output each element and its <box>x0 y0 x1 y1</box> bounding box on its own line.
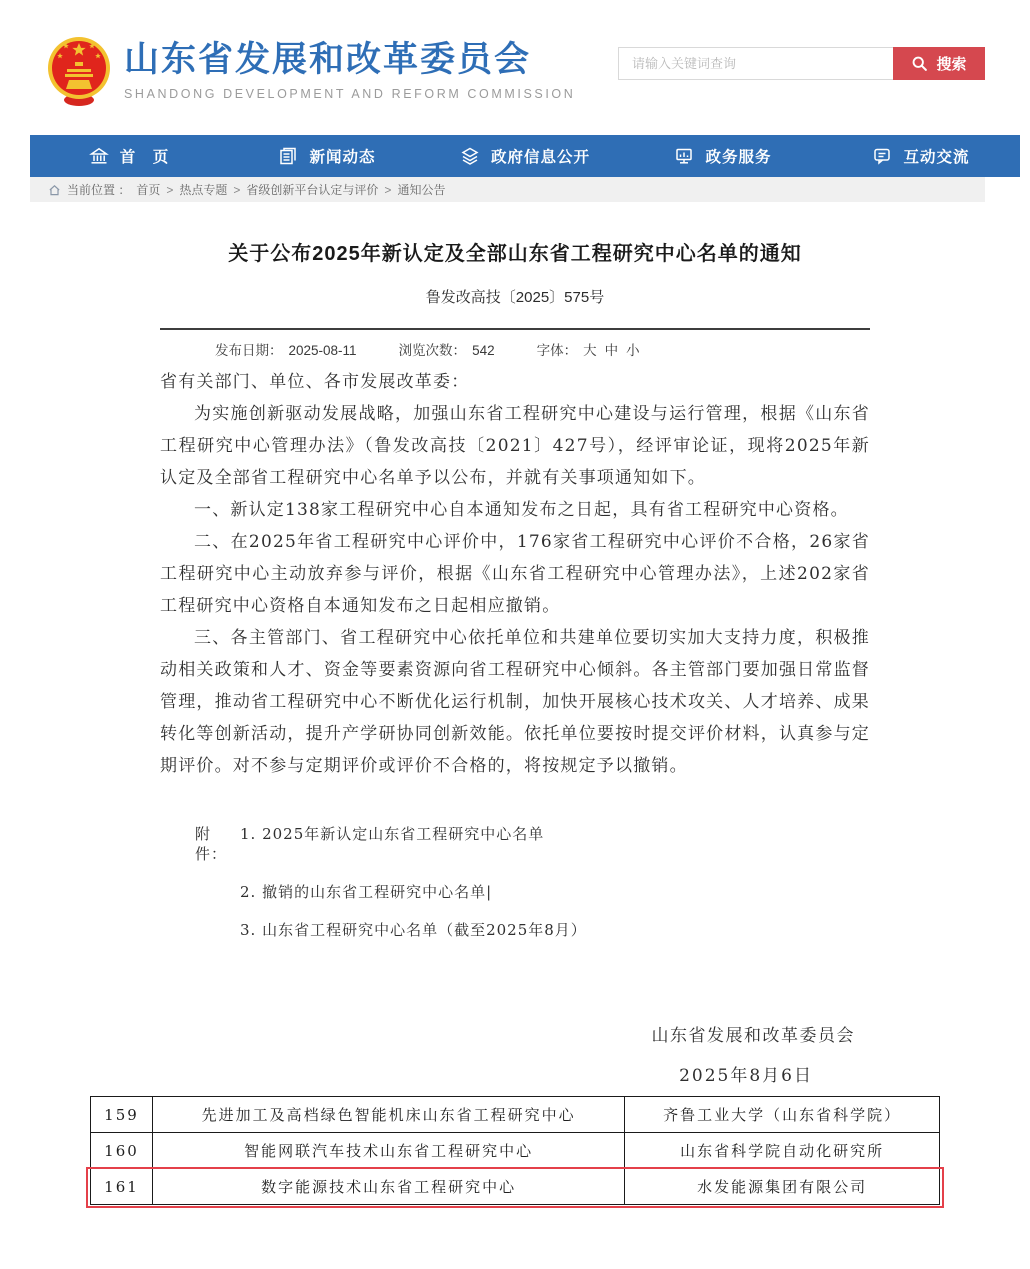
signature-organization: 山东省发展和改革委员会 <box>651 1026 855 1046</box>
salutation: 省有关部门、单位、各市发展改革委： <box>160 372 470 392</box>
national-emblem-icon <box>46 34 112 108</box>
font-size-label: 字体： <box>536 343 578 358</box>
attachment-link-2[interactable]: 2. 撤销的山东省工程研究中心名单| <box>240 883 493 901</box>
views-value: 542 <box>472 343 495 358</box>
breadcrumb-separator: > <box>233 182 241 197</box>
breadcrumb-separator: > <box>166 182 174 197</box>
table-row-highlighted <box>91 1169 940 1205</box>
paragraph: 为实施创新驱动发展战略，加强山东省工程研究中心建设与运行管理，根据《山东省工程研究中心管理办法》（鲁发改高技〔2021〕427号），经评审论证，现将2025年新认定及全部省工程研究中心名单予以公布，并就有关事项通知如下。 <box>160 404 870 488</box>
search-button[interactable] <box>893 47 985 80</box>
attachments <box>160 824 870 940</box>
signature-date: 2025年8月6日 <box>679 1066 813 1086</box>
paragraph: 一、新认定138家工程研究中心自本通知发布之日起，具有省工程研究中心资格。 <box>194 500 849 520</box>
nav-item-interaction[interactable] <box>822 135 1020 177</box>
attachment-link-1[interactable]: 1. 2025年新认定山东省工程研究中心名单 <box>240 825 545 843</box>
search-button-label: 搜索 <box>936 56 967 73</box>
publish-date-label: 发布日期： <box>215 343 283 358</box>
breadcrumb-label: 当前位置 ： <box>67 183 131 197</box>
row-number-cell: 160 <box>91 1133 153 1169</box>
organization-cell: 水发能源集团有限公司 <box>625 1169 940 1205</box>
title-divider <box>160 328 870 330</box>
table-row <box>91 1097 940 1133</box>
search-icon <box>911 55 928 72</box>
search-box <box>618 47 985 80</box>
layers-icon <box>460 146 480 166</box>
signature-block <box>160 1016 870 1096</box>
nav-item-label: 政府信息公开 <box>490 149 590 166</box>
site-subtitle: SHANDONG DEVELOPMENT AND REFORM COMMISSION <box>124 86 576 101</box>
font-size-small-button[interactable]: 小 <box>626 343 640 358</box>
nav-item-label: 政务服务 <box>705 149 772 166</box>
nav-item-label: 新闻动态 <box>309 149 376 166</box>
attachments-label: 附件： <box>195 825 228 863</box>
main-nav <box>30 135 1020 177</box>
document-meta <box>160 342 870 360</box>
nav-item-gov-info[interactable] <box>426 135 624 177</box>
center-name-cell: 智能网联汽车技术山东省工程研究中心 <box>152 1133 624 1169</box>
breadcrumb-notices[interactable]: 通知公告 <box>397 183 446 197</box>
breadcrumb-separator: > <box>384 182 392 197</box>
breadcrumb-platform[interactable]: 省级创新平台认定与评价 <box>246 183 379 197</box>
organization-cell: 齐鲁工业大学（山东省科学院） <box>625 1097 940 1133</box>
organization-cell: 山东省科学院自动化研究所 <box>625 1133 940 1169</box>
table-row <box>91 1133 940 1169</box>
home-icon <box>48 184 61 196</box>
font-size-large-button[interactable]: 大 <box>583 343 597 358</box>
publish-date-value: 2025-08-11 <box>288 343 357 358</box>
site-header <box>0 0 1030 135</box>
font-size-medium-button[interactable]: 中 <box>604 343 619 358</box>
breadcrumb <box>30 177 985 202</box>
site-logo[interactable] <box>46 34 575 108</box>
paragraph: 二、在2025年省工程研究中心评价中，176家省工程研究中心评价不合格，26家省工程研究中心主动放弃参与评价，根据《山东省工程研究中心管理办法》，上述202家省工程研究中心资格自本通知发布之日起相应撤销。 <box>160 532 870 616</box>
site-title: 山东省发展和改革委员会 <box>124 40 532 80</box>
paragraph: 三、各主管部门、省工程研究中心依托单位和共建单位要切实加大支持力度，积极推动相关政策和人才、资金等要素资源向省工程研究中心倾斜。各主管部门要加强日常监督管理，推动省工程研究中心不断优化运行机制，加快开展核心技术攻关、人才培养、成果转化等创新活动，提升产学研协同创新效能。依托单位要按时提交评价材料，认真参与定期评价。对不参与定期评价或评价不合格的，将按规定予以撤销。 <box>160 628 870 776</box>
breadcrumb-home[interactable]: 首页 <box>136 183 161 197</box>
document-number: 鲁发改高技〔2025〕575号 <box>425 289 605 306</box>
nav-item-gov-services[interactable] <box>624 135 822 177</box>
row-number-cell: 159 <box>91 1097 153 1133</box>
row-number-cell: 161 <box>91 1169 153 1205</box>
chat-icon <box>872 146 892 166</box>
center-name-cell: 数字能源技术山东省工程研究中心 <box>152 1169 624 1205</box>
document-text <box>160 366 870 782</box>
bank-icon <box>89 146 109 166</box>
breadcrumb-topics[interactable]: 热点专题 <box>179 183 228 197</box>
attachment-link-3[interactable]: 3. 山东省工程研究中心名单（截至2025年8月） <box>240 921 587 939</box>
nav-item-news[interactable] <box>228 135 426 177</box>
document-title: 关于公布2025年新认定及全部山东省工程研究中心名单的通知 <box>228 243 802 265</box>
center-name-cell: 先进加工及高档绿色智能机床山东省工程研究中心 <box>152 1097 624 1133</box>
centers-table <box>90 1096 940 1205</box>
nav-item-label: 首 页 <box>119 149 170 166</box>
nav-item-home[interactable] <box>30 135 228 177</box>
monitor-icon <box>674 146 694 166</box>
nav-item-label: 互动交流 <box>903 149 970 166</box>
views-label: 浏览次数： <box>398 343 467 358</box>
news-icon <box>278 146 298 166</box>
centers-table-wrap <box>90 1096 940 1205</box>
search-input[interactable] <box>618 47 893 80</box>
document-body <box>160 242 870 1096</box>
